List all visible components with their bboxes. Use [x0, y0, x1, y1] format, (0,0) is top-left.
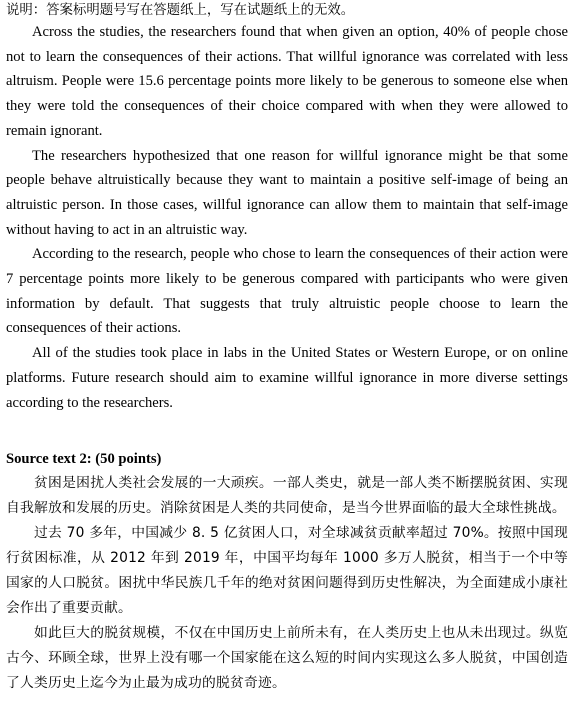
chinese-paragraph: 过去 70 多年，中国减少 8. 5 亿贫困人口，对全球减贫贡献率超过 70%。按照中国现行贫困标准，从 2012 年到 2019 年，中国平均每年 1000 多万人脱贫，相当于一个中等国家的人口脱贫。困扰中华民族几千年的绝对贫困问题得到历史性解决，为全面建成小康社会作出了重要贡献。 — [6, 525, 568, 617]
english-paragraph: Across the studies, the researchers found that when given an option, 40% of people chose not to learn the consequences of their actions. That willful ignorance was correlated with less altruism. People were 15.6 percentage points more likely to be generous to someone else when they were told the consequences of their choice compared with when they were allowed to remain ignorant. — [6, 24, 568, 139]
english-paragraph: All of the studies took place in labs in the United States or Western Europe, or on online platforms. Future research should aim to examine willful ignorance in more diverse settings according to the researchers. — [6, 345, 568, 411]
exam-page — [6, 0, 568, 696]
english-paragraph: According to the research, people who chose to learn the consequences of their action were 7 percentage points more likely to be generous compared with participants who were given information by default. That suggests that truly altruistic people choose to learn the consequences of their actions. — [6, 246, 568, 337]
source-text-2-heading: Source text 2: (50 points) — [6, 451, 162, 468]
english-paragraph: The researchers hypothesized that one reason for willful ignorance might be that some people behave altruistically because they want to maintain a positive self-image of being an altruistic person. In those cases, willful ignorance can allow them to maintain that self-image without having to act in an altruistic way. — [6, 147, 568, 238]
answer-instruction-note: 说明：答案标明题号写在答题纸上，写在试题纸上的无效。 — [6, 3, 355, 18]
chinese-paragraph: 如此巨大的脱贫规模，不仅在中国历史上前所未有，在人类历史上也从未出现过。纵览古今、环顾全球，世界上没有哪一个国家能在这么短的时间内实现这么多人脱贫，中国创造了人类历史上迄今为止最为成功的脱贫奇迹。 — [6, 625, 568, 692]
chinese-paragraph: 贫困是困扰人类社会发展的一大顽疾。一部人类史，就是一部人类不断摆脱贫困、实现自我解放和发展的历史。消除贫困是人类的共同使命，是当今世界面临的最大全球性挑战。 — [6, 475, 568, 517]
